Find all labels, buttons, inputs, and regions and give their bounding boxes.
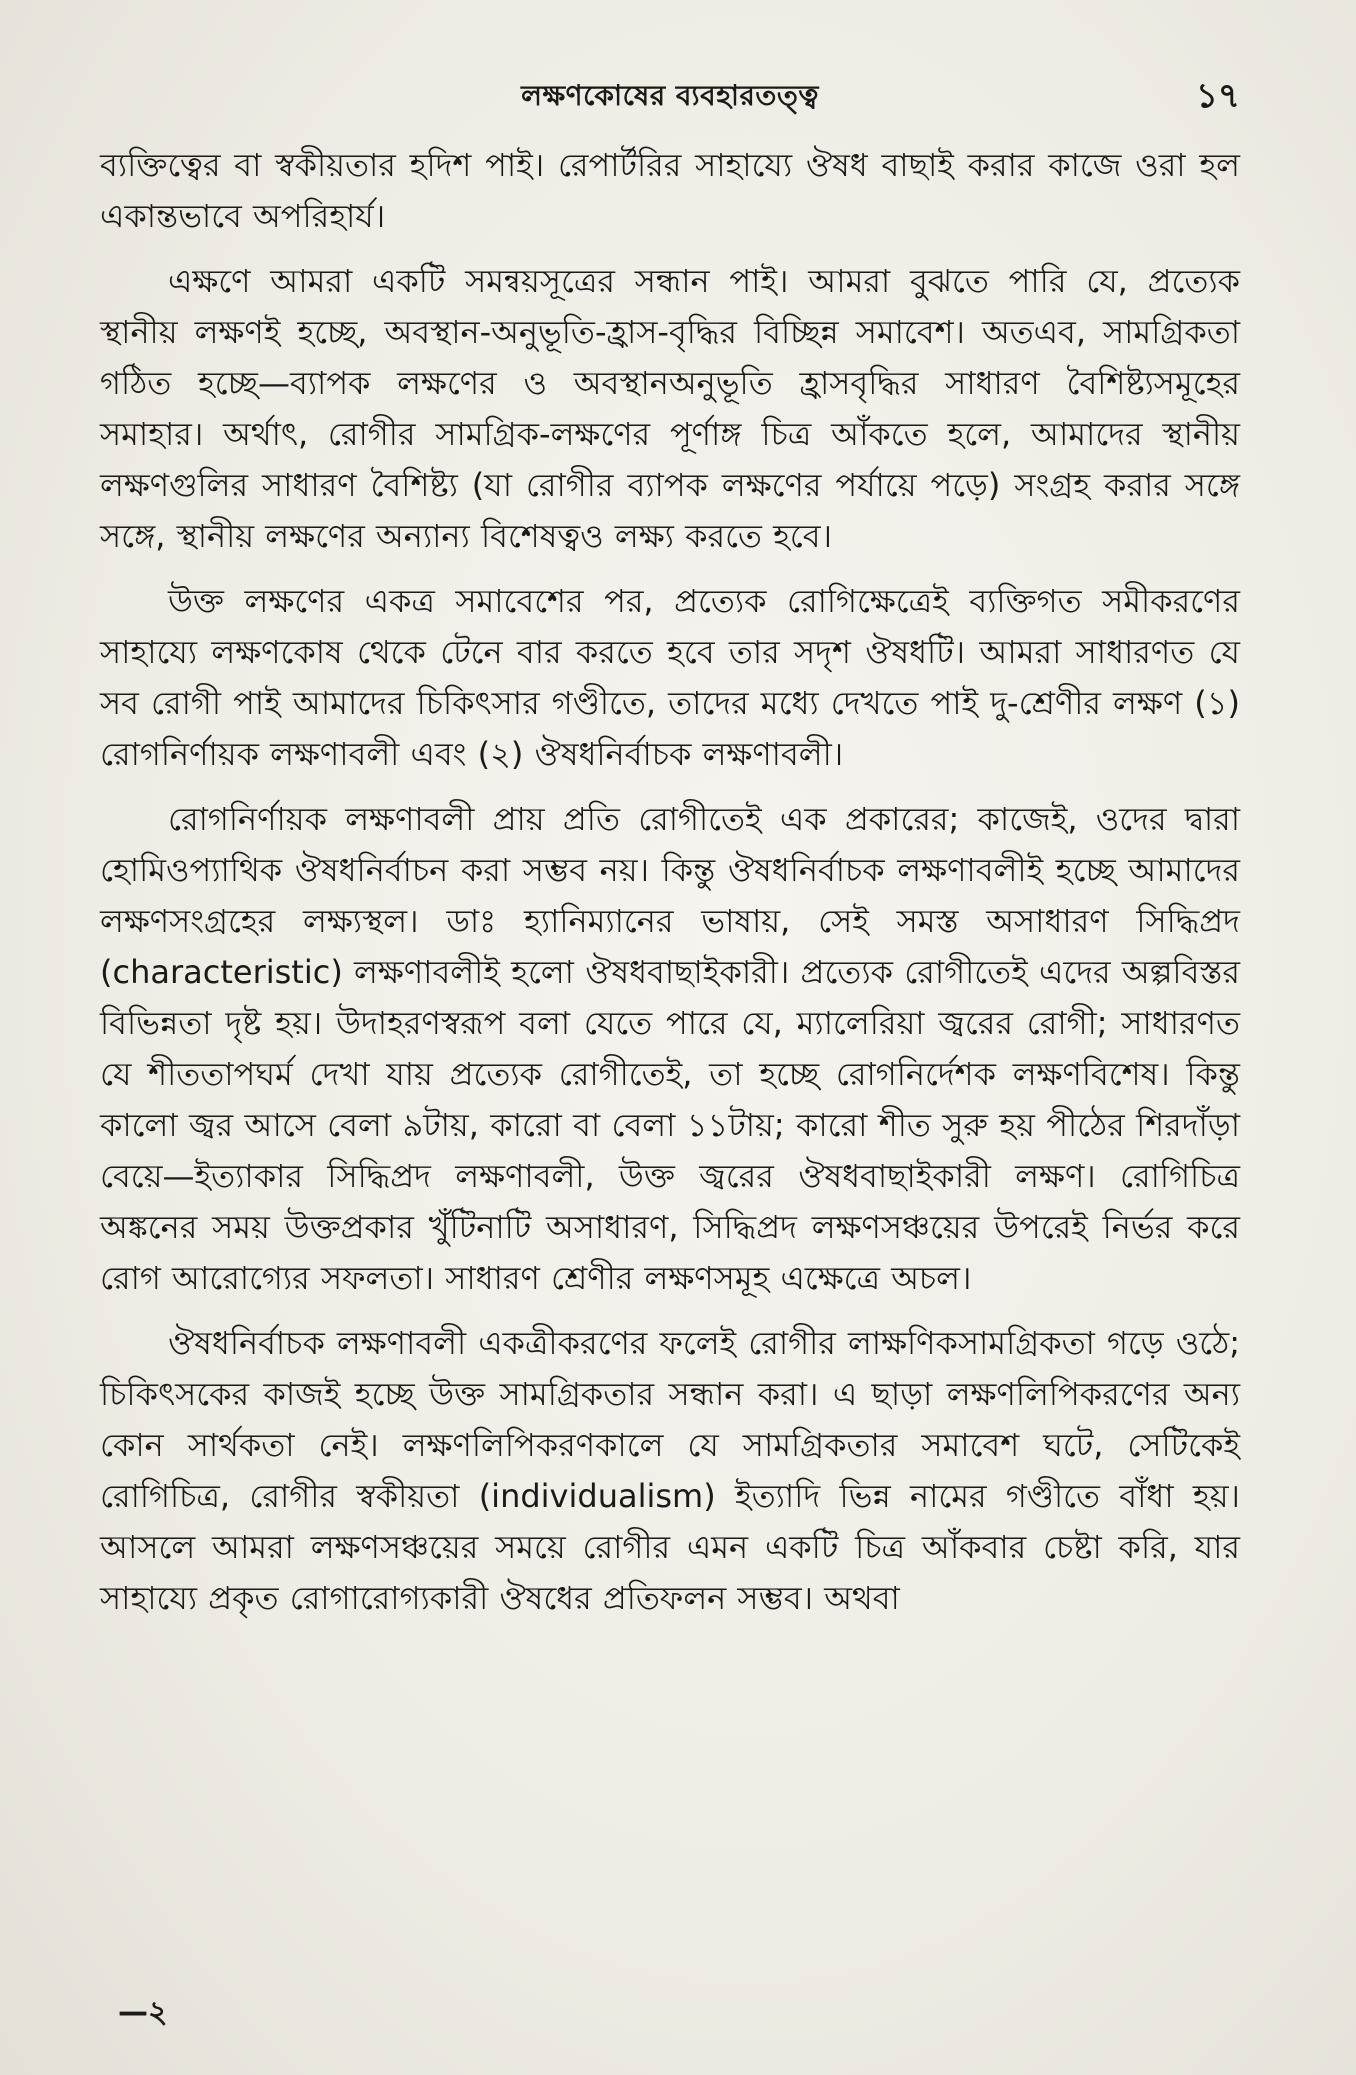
body-text <box>100 140 1240 1638</box>
paragraph-5: ঔষধনির্বাচক লক্ষণাবলী একত্রীকরণের ফলেই রোগীর লাক্ষণিকসামগ্রিকতা গড়ে ওঠে; চিকিৎসকের কাজই হচ্ছে উক্ত সামগ্রিকতার সন্ধান করা। এ ছাড়া লক্ষণলিপিকরণের অন্য কোন সার্থকতা নেই। লক্ষণলিপিকরণকালে যে সামগ্রিকতার সমাবেশ ঘটে, সেটিকেই রোগিচিত্র, রোগীর স্বকীয়তা (individualism) ইত্যাদি ভিন্ন নামের গণ্ডীতে বাঁধা হয়। আসলে আমরা লক্ষণসঞ্চয়ের সময়ে রোগীর এমন একটি চিত্র আঁকবার চেষ্টা করি, যার সাহায্যে প্রকৃত রোগারোগ্যকারী ঔষধের প্রতিফলন সম্ভব। অথবা <box>100 1324 1240 1617</box>
paragraph-3: উক্ত লক্ষণের একত্র সমাবেশের পর, প্রত্যেক রোগিক্ষেত্রেই ব্যক্তিগত সমীকরণের সাহায্যে লক্ষণকোষ থেকে টেনে বার করতে হবে তার সদৃশ ঔষধটি। আমরা সাধারণত যে সব রোগী পাই আমাদের চিকিৎসার গণ্ডীতে, তাদের মধ্যে দেখতে পাই দু-শ্রেণীর লক্ষণ (১) রোগনির্ণায়ক লক্ষণাবলী এবং (২) ঔষধনির্বাচক লক্ষণাবলী। <box>100 582 1240 773</box>
paragraph-2: এক্ষণে আমরা একটি সমন্বয়সূত্রের সন্ধান পাই। আমরা বুঝতে পারি যে, প্রত্যেক স্থানীয় লক্ষণই হচ্ছে, অবস্থান-অনুভূতি-হ্রাস-বৃদ্ধির বিচ্ছিন্ন সমাবেশ। অতএব, সামগ্রিকতা গঠিত হচ্ছে—ব্যাপক লক্ষণের ও অবস্থানঅনুভূতি হ্রাসবৃদ্ধির সাধারণ বৈশিষ্ট্যসমূহের সমাহার। অর্থাৎ, রোগীর সামগ্রিক-লক্ষণের পূর্ণাঙ্গ চিত্র আঁকতে হলে, আমাদের স্থানীয় লক্ষণগুলির সাধারণ বৈশিষ্ট্য (যা রোগীর ব্যাপক লক্ষণের পর্যায়ে পড়ে) সংগ্রহ করার সঙ্গে সঙ্গে, স্থানীয় লক্ষণের অন্যান্য বিশেষত্বও লক্ষ্য করতে হবে। <box>100 262 1240 555</box>
page-number: ১৭ <box>1195 76 1240 116</box>
signature-mark: —২ <box>118 1995 168 2030</box>
running-title: লক্ষণকোষের ব্যবহারতত্ত্ব <box>521 79 819 112</box>
running-head <box>100 66 1240 126</box>
paragraph-1: ব্যক্তিত্বের বা স্বকীয়তার হদিশ পাই। রেপার্টরির সাহায্যে ঔষধ বাছাই করার কাজে ওরা হল একান্তভাবে অপরিহার্য। <box>100 146 1240 235</box>
paragraph-4: রোগনির্ণায়ক লক্ষণাবলী প্রায় প্রতি রোগীতেই এক প্রকারের; কাজেই, ওদের দ্বারা হোমিওপ্যাথিক ঔষধনির্বাচন করা সম্ভব নয়। কিন্তু ঔষধনির্বাচক লক্ষণাবলীই হচ্ছে আমাদের লক্ষণসংগ্রহের লক্ষ্যস্থল। ডাঃ হ্যানিম্যানের ভাষায়, সেই সমস্ত অসাধারণ সিদ্ধিপ্রদ (characteristic) লক্ষণাবলীই হলো ঔষধবাছাইকারী। প্রত্যেক রোগীতেই এদের অল্পবিস্তর বিভিন্নতা দৃষ্ট হয়। উদাহরণস্বরূপ বলা যেতে পারে যে, ম্যালেরিয়া জ্বরের রোগী; সাধারণত যে শীততাপঘর্ম দেখা যায় প্রত্যেক রোগীতেই, তা হচ্ছে রোগনির্দেশক লক্ষণবিশেষ। কিন্তু কালো জ্বর আসে বেলা ৯টায়, কারো বা বেলা ১১টায়; কারো শীত সুরু হয় পীঠের শিরদাঁড়া বেয়ে—ইত্যাকার সিদ্ধিপ্রদ লক্ষণাবলী, উক্ত জ্বরের ঔষধবাছাইকারী লক্ষণ। রোগিচিত্র অঙ্কনের সময় উক্তপ্রকার খুঁটিনাটি অসাধারণ, সিদ্ধিপ্রদ লক্ষণসঞ্চয়ের উপরেই নির্ভর করে রোগ আরোগ্যের সফলতা। সাধারণ শ্রেণীর লক্ষণসমূহ এক্ষেত্রে অচল। <box>100 800 1240 1297</box>
